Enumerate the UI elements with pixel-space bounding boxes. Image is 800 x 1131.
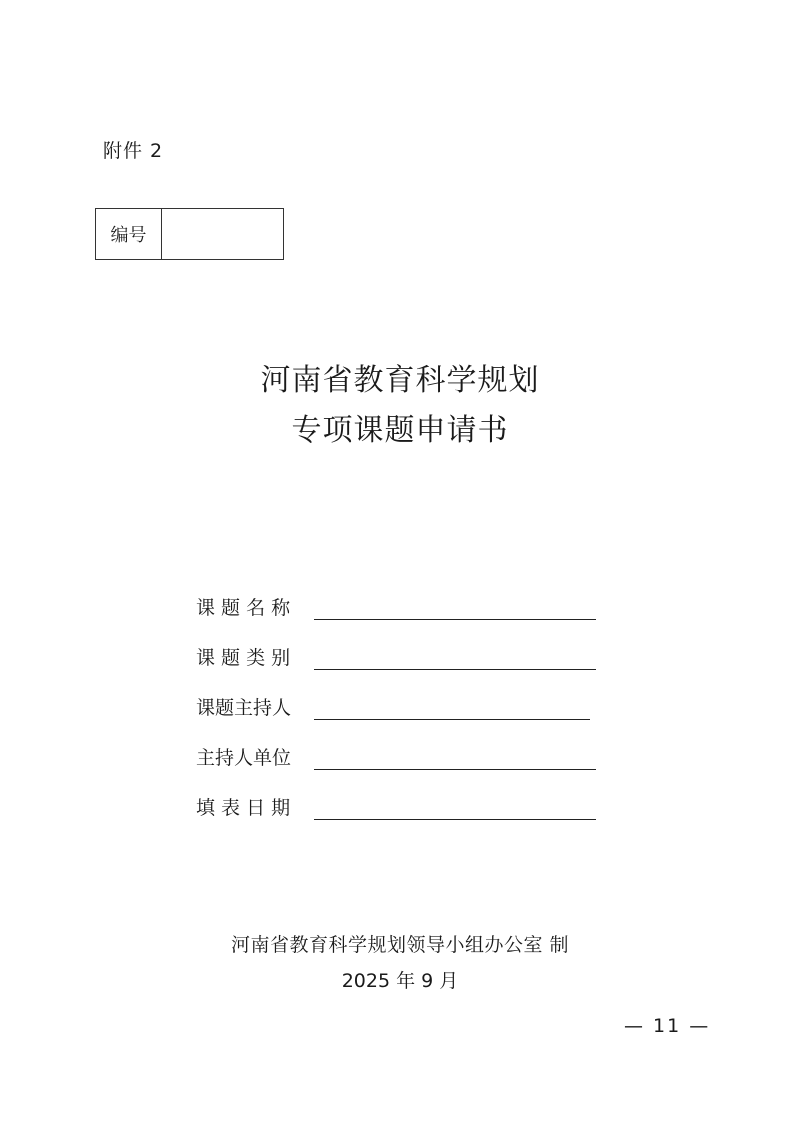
page-number: — 11 — (624, 1015, 711, 1037)
serial-number-field[interactable] (162, 209, 283, 259)
issuer-statement: 河南省教育科学规划领导小组办公室 制 (230, 934, 570, 956)
attachment-label: 附件 2 (103, 140, 164, 162)
field-host-organization (196, 726, 596, 776)
project-host-input[interactable] (314, 695, 590, 720)
issue-date: 2025 年 9 月 (341, 970, 459, 992)
field-project-name (196, 576, 596, 626)
application-form-fields (196, 576, 596, 826)
document-title (0, 356, 800, 456)
serial-number-label: 编号 (96, 209, 162, 259)
field-label: 主持人单位 (196, 747, 292, 769)
field-project-category (196, 626, 596, 676)
fill-date-input[interactable] (314, 795, 596, 820)
field-label: 课 题 类 别 (196, 647, 291, 669)
field-fill-date (196, 776, 596, 826)
field-project-host (196, 676, 596, 726)
project-name-input[interactable] (314, 595, 596, 620)
serial-number-box (95, 208, 284, 260)
project-category-input[interactable] (314, 645, 596, 670)
field-label: 课 题 名 称 (196, 597, 291, 619)
field-label: 填 表 日 期 (196, 797, 291, 819)
title-line-1: 河南省教育科学规划 (260, 363, 540, 398)
host-organization-input[interactable] (314, 745, 596, 770)
field-label: 课题主持人 (196, 697, 292, 719)
title-line-2: 专项课题申请书 (291, 413, 509, 448)
